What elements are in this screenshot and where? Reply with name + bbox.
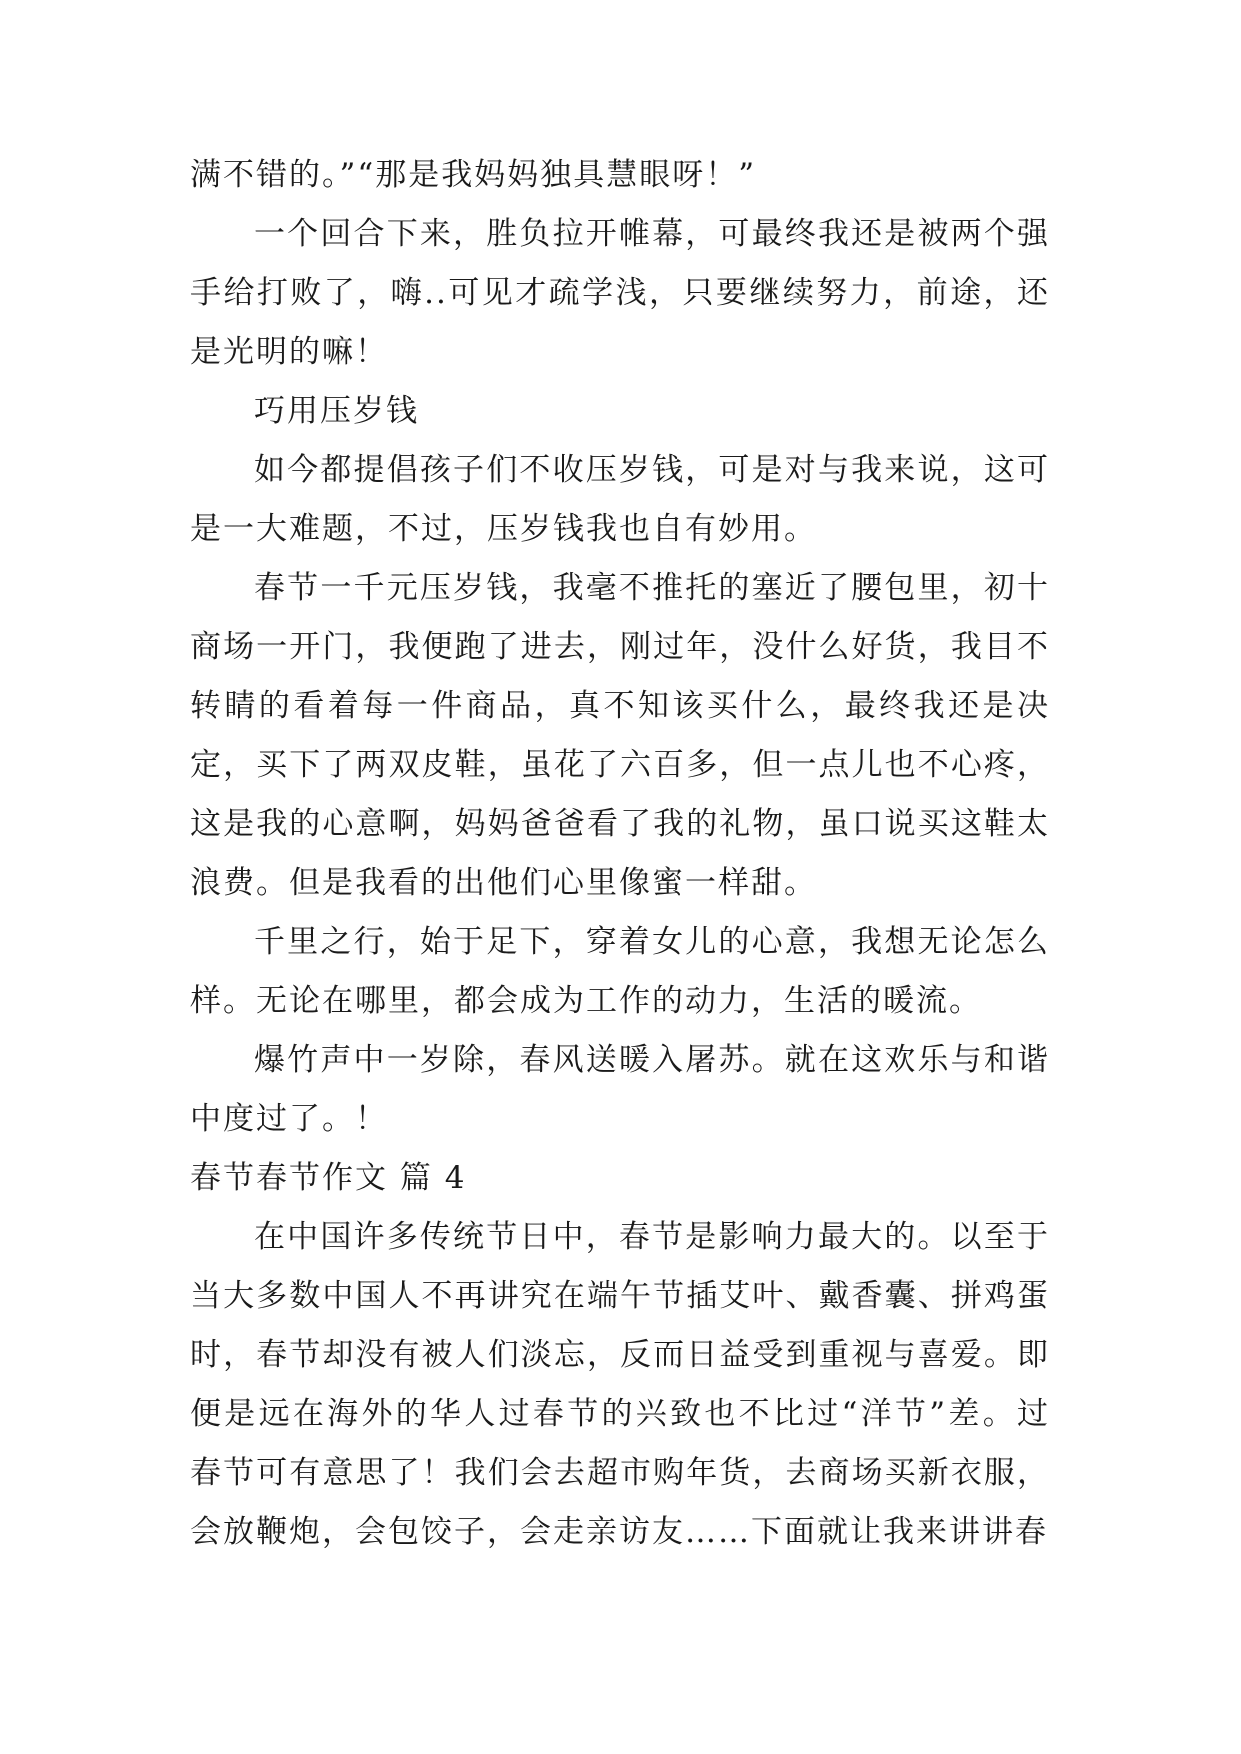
paragraph-continuation: 满不错的。”“那是我妈妈独具慧眼呀！” xyxy=(190,157,757,193)
paragraph: 一个回合下来，胜负拉开帷幕，可最终我还是被两个强手给打败了，嗨..可见才疏学浅，只要继续努力，前途，还是光明的嘛！ xyxy=(190,216,1050,370)
paragraph: 千里之行，始于足下，穿着女儿的心意，我想无论怎么样。无论在哪里，都会成为工作的动力，生活的暖流。 xyxy=(190,924,1050,1019)
paragraph: 春节一千元压岁钱，我毫不推托的塞近了腰包里，初十商场一开门，我便跑了进去，刚过年，没什么好货，我目不转睛的看着每一件商品，真不知该买什么，最终我还是决定，买下了两双皮鞋，虽花了六百多，但一点儿也不心疼，这是我的心意啊，妈妈爸爸看了我的礼物，虽口说买这鞋太浪费。但是我看的出他们心里像蜜一样甜。 xyxy=(190,570,1050,901)
paragraph: 在中国许多传统节日中，春节是影响力最大的。以至于当大多数中国人不再讲究在端午节插艾叶、戴香囊、拼鸡蛋时，春节却没有被人们淡忘，反而日益受到重视与喜爱。即便是远在海外的华人过春节的兴致也不比过“洋节”差。过春节可有意思了！我们会去超市购年货，去商场买新衣服，会放鞭炮，会包饺子，会走亲访友……下面就让我来讲讲春 xyxy=(190,1219,1050,1550)
document-body xyxy=(190,146,1050,1562)
paragraph: 爆竹声中一岁除，春风送暖入屠苏。就在这欢乐与和谐中度过了。！ xyxy=(190,1042,1050,1137)
paragraph: 如今都提倡孩子们不收压岁钱，可是对与我来说，这可是一大难题，不过，压岁钱我也自有妙用。 xyxy=(190,452,1050,547)
essay-heading: 春节春节作文 篇 4 xyxy=(190,1160,467,1196)
section-subtitle: 巧用压岁钱 xyxy=(254,393,419,429)
